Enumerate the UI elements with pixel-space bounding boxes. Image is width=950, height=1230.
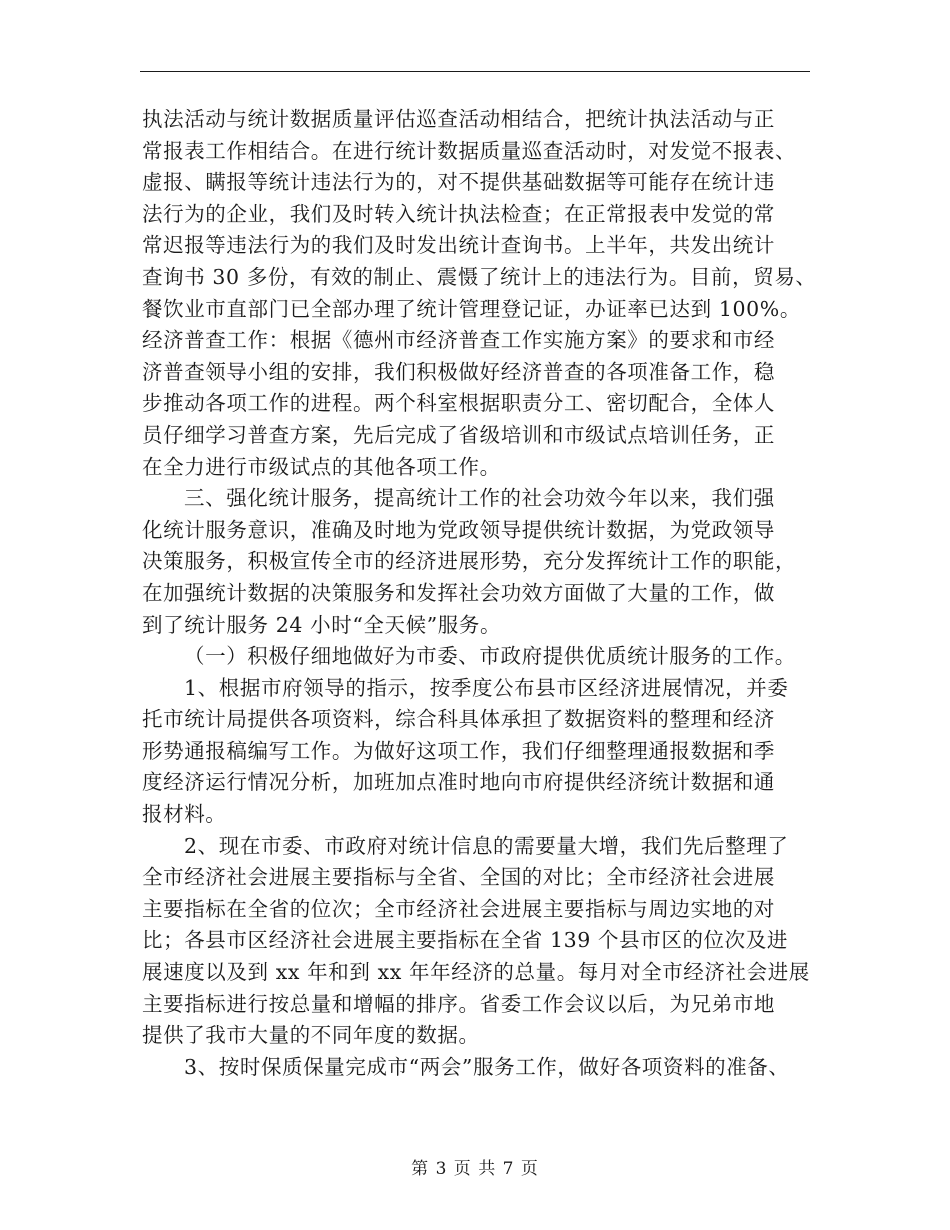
text-line: 形势通报稿编写工作。为做好这项工作，我们仔细整理通报数据和季 [142,738,775,763]
page-number-footer: 第 3 页 共 7 页 [411,1159,539,1179]
text-line: 济普查领导小组的安排，我们积极做好经济普查的各项准备工作，稳 [142,359,775,384]
text-line: 虚报、瞒报等统计违法行为的，对不提供基础数据等可能存在统计违 [142,170,775,195]
text-line: 常报表工作相结合。在进行统计数据质量巡查活动时，对发觉不报表、 [142,138,797,163]
text-line: 度经济运行情况分析，加班加点准时地向市府提供经济统计数据和通 [142,770,775,795]
text-line: 经济普查工作：根据《德州市经济普查工作实施方案》的要求和市经 [142,328,775,353]
text-line: 托市统计局提供各项资料，综合科具体承担了数据资料的整理和经济 [142,707,775,732]
header-rule [140,71,810,72]
text-line: 餐饮业市直部门已全部办理了统计管理登记证，办证率已达到 100%。 [142,296,801,321]
text-line: 法行为的企业，我们及时转入统计执法检查；在正常报表中发觉的常 [142,201,775,226]
text-line: 员仔细学习普查方案，先后完成了省级培训和市级试点培训任务，正 [142,422,775,447]
text-line: 在加强统计数据的决策服务和发挥社会功效方面做了大量的工作，做 [142,580,775,605]
text-line: 常迟报等违法行为的我们及时发出统计查询书。上半年，共发出统计 [142,233,775,258]
text-line: 比；各县市区经济社会进展主要指标在全省 139 个县市区的位次及进 [142,928,788,953]
text-line: 报材料。 [142,802,227,827]
text-line: 步推动各项工作的进程。两个科室根据职责分工、密切配合，全体人 [142,391,775,416]
text-line: 在全力进行市级试点的其他各项工作。 [142,454,501,479]
text-line: 执法活动与统计数据质量评估巡查活动相结合，把统计执法活动与正 [142,107,775,131]
text-line: 全市经济社会进展主要指标与全省、全国的对比；全市经济社会进展 [142,865,775,890]
text-line: 主要指标在全省的位次；全市经济社会进展主要指标与周边实地的对 [142,896,775,921]
text-line: 决策服务，积极宣传全市的经济进展形势，充分发挥统计工作的职能， [142,549,797,574]
text-line: 展速度以及到 xx 年和到 xx 年年经济的总量。每月对全市经济社会进展 [142,960,810,985]
subsection-heading: （一）积极仔细地做好为市委、市政府提供优质统计服务的工作。 [184,644,796,669]
text-line: 化统计服务意识，准确及时地为党政领导提供统计数据，为党政领导 [142,517,775,542]
text-line: 到了统计服务 24 小时“全天候”服务。 [142,612,502,637]
text-line: 查询书 30 多份，有效的制止、震慑了统计上的违法行为。目前，贸易、 [142,264,817,289]
list-item: 3、按时保质保量完成市“两会”服务工作，做好各项资料的准备、 [184,1054,790,1079]
body-text [142,104,822,1083]
text-line: 主要指标进行按总量和增幅的排序。省委工作会议以后，为兄弟市地 [142,991,775,1016]
text-line: 提供了我市大量的不同年度的数据。 [142,1023,480,1048]
list-item: 2、现在市委、市政府对统计信息的需要量大增，我们先后整理了 [184,833,789,858]
list-item: 1、根据市府领导的指示，按季度公布县市区经济进展情况，并委 [184,675,789,700]
section-heading: 三、强化统计服务，提高统计工作的社会功效今年以来，我们强 [184,486,775,511]
